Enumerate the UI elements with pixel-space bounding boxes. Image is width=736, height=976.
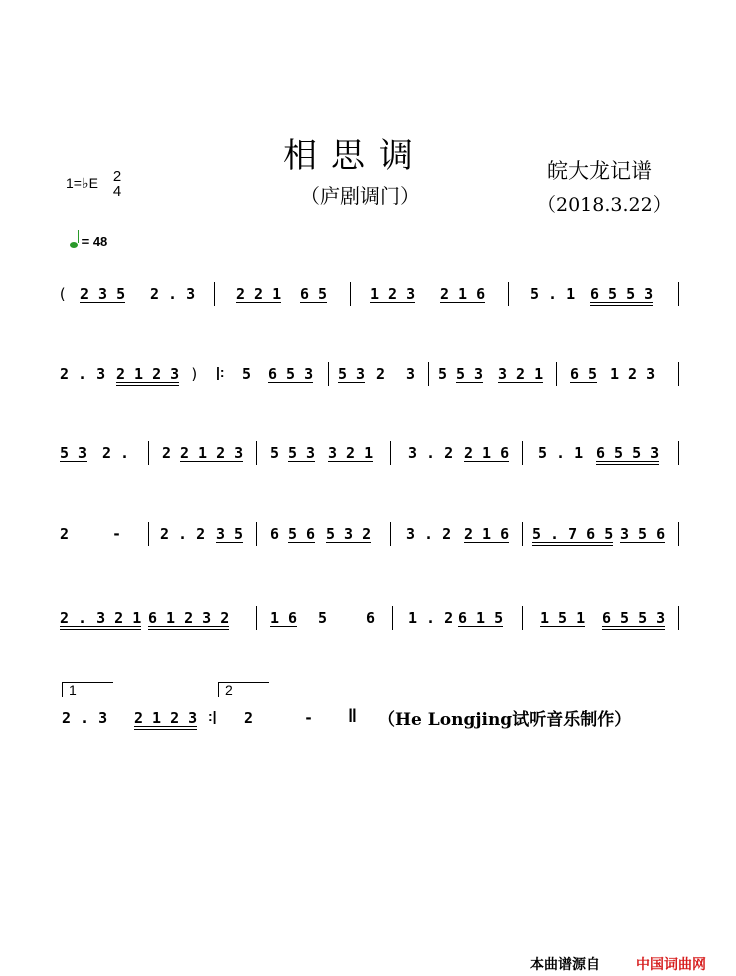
note-group: 2 . bbox=[102, 444, 130, 462]
bar-line bbox=[508, 282, 509, 306]
bar-line bbox=[256, 441, 257, 465]
dash: - bbox=[304, 709, 314, 727]
tempo-value: = 48 bbox=[81, 234, 108, 249]
note-group: 5 . 1 bbox=[530, 285, 576, 303]
song-title: 相思调 bbox=[283, 136, 427, 176]
note-group: 2 1 2 3 bbox=[180, 444, 244, 462]
bar-line bbox=[678, 522, 679, 546]
bar-line bbox=[214, 282, 215, 306]
note-group: 2 1 6 bbox=[464, 444, 510, 462]
note-group: 1 6 bbox=[270, 609, 298, 627]
note: 6 bbox=[366, 609, 376, 627]
time-denominator: 4 bbox=[112, 183, 122, 200]
note-group: 6 5 5 3 bbox=[602, 610, 665, 630]
repeat-end: :| bbox=[208, 708, 217, 724]
bar-line bbox=[522, 522, 523, 546]
bar-line bbox=[390, 522, 391, 546]
note: 5 bbox=[270, 444, 280, 462]
transcription-date: （2018.3.22） bbox=[537, 194, 672, 216]
note-group: 2 . 3 bbox=[150, 285, 196, 303]
repeat-start: |: bbox=[216, 364, 225, 380]
note-group: 6 5 bbox=[300, 285, 328, 303]
note-group: 5 3 2 bbox=[326, 525, 372, 543]
time-signature bbox=[111, 169, 123, 199]
note-group: 1 2 3 bbox=[610, 365, 656, 383]
note: 2 bbox=[60, 525, 70, 543]
footer-site-link[interactable]: 中国词曲网 bbox=[636, 956, 706, 972]
note-group: 5 3 bbox=[288, 444, 316, 462]
second-ending-number: 2 bbox=[225, 682, 233, 698]
note-group: 2 . 2 bbox=[160, 525, 206, 543]
note-group: 2 1 6 bbox=[464, 525, 510, 543]
bar-line bbox=[522, 606, 523, 630]
song-subtitle: （庐剧调门） bbox=[300, 184, 420, 208]
note-group: 3 . 2 bbox=[408, 444, 454, 462]
note: 5 bbox=[318, 609, 328, 627]
first-ending-number: 1 bbox=[69, 682, 77, 698]
score-line-1 bbox=[56, 286, 686, 326]
dash: - bbox=[112, 525, 122, 543]
note-group: 6 1 2 3 2 bbox=[148, 610, 229, 630]
bar-line bbox=[428, 362, 429, 386]
note-group: 5 . 7 6 5 bbox=[532, 526, 613, 546]
note: 5 bbox=[242, 365, 252, 383]
note: 2 bbox=[244, 709, 254, 727]
score-line-5 bbox=[56, 610, 686, 650]
note-group: 6 5 5 3 bbox=[596, 445, 659, 465]
bar-line bbox=[148, 522, 149, 546]
note-group: 2 . 3 bbox=[62, 709, 108, 727]
bar-line bbox=[350, 282, 351, 306]
note-group: 3 2 1 bbox=[498, 365, 544, 383]
note: 2 bbox=[162, 444, 172, 462]
note-group: 6 5 3 bbox=[268, 365, 314, 383]
note-group: 6 1 5 bbox=[458, 609, 504, 627]
note-group: 1 . 2 bbox=[408, 609, 454, 627]
note-group: 2 2 1 bbox=[236, 285, 282, 303]
note-group: 5 3 bbox=[60, 444, 88, 462]
bar-line bbox=[148, 441, 149, 465]
note-group: 5 6 bbox=[288, 525, 316, 543]
score-line-3 bbox=[56, 445, 686, 485]
note-group: 2 . 3 2 1 bbox=[60, 610, 141, 630]
note-group: 3 5 6 bbox=[620, 525, 666, 543]
key-signature: 1=♭E bbox=[66, 175, 98, 191]
note-group: 2 3 5 bbox=[80, 285, 126, 303]
note: 2 bbox=[376, 365, 386, 383]
recording-credit: （He Longjing试听音乐制作） bbox=[378, 710, 632, 730]
note-group: 2 1 6 bbox=[440, 285, 486, 303]
open-paren: ( bbox=[58, 285, 68, 303]
transcriber: 皖大龙记谱 bbox=[547, 159, 652, 183]
bar-line bbox=[328, 362, 329, 386]
quarter-note-icon bbox=[70, 242, 78, 248]
note: 6 bbox=[270, 525, 280, 543]
score-line-4 bbox=[56, 526, 686, 566]
note-group: 6 5 5 3 bbox=[590, 286, 653, 306]
bar-line bbox=[678, 362, 679, 386]
score-line-2 bbox=[56, 366, 686, 406]
bar-line bbox=[256, 522, 257, 546]
bar-line bbox=[256, 606, 257, 630]
second-ending-bracket bbox=[218, 682, 269, 697]
note-group: 5 3 bbox=[456, 365, 484, 383]
note-group: 5 . 1 bbox=[538, 444, 584, 462]
note-group: 2 1 2 3 bbox=[116, 366, 179, 386]
bar-line bbox=[522, 441, 523, 465]
tempo-marking bbox=[70, 234, 107, 249]
note-group: 2 . 3 bbox=[60, 365, 106, 383]
note-group: 5 3 bbox=[338, 365, 366, 383]
note-group: 3 2 1 bbox=[328, 444, 374, 462]
bar-line bbox=[678, 606, 679, 630]
bar-line bbox=[678, 282, 679, 306]
note: 5 bbox=[438, 365, 448, 383]
bar-line bbox=[390, 441, 391, 465]
note-group: 2 1 2 3 bbox=[134, 710, 197, 730]
time-numerator: 2 bbox=[112, 168, 122, 185]
note-group: 1 5 1 bbox=[540, 609, 586, 627]
note-group: 1 2 3 bbox=[370, 285, 416, 303]
final-barline: ‖ bbox=[348, 706, 357, 726]
footer-source-label: 本曲谱源自 bbox=[530, 956, 600, 972]
note: 3 bbox=[406, 365, 416, 383]
bar-line bbox=[392, 606, 393, 630]
note-group: 6 5 bbox=[570, 365, 598, 383]
bar-line bbox=[556, 362, 557, 386]
first-ending-bracket bbox=[62, 682, 113, 697]
bar-line bbox=[678, 441, 679, 465]
note-group: 3 . 2 bbox=[406, 525, 452, 543]
note-group: 3 5 bbox=[216, 525, 244, 543]
close-paren: ) bbox=[190, 365, 200, 383]
